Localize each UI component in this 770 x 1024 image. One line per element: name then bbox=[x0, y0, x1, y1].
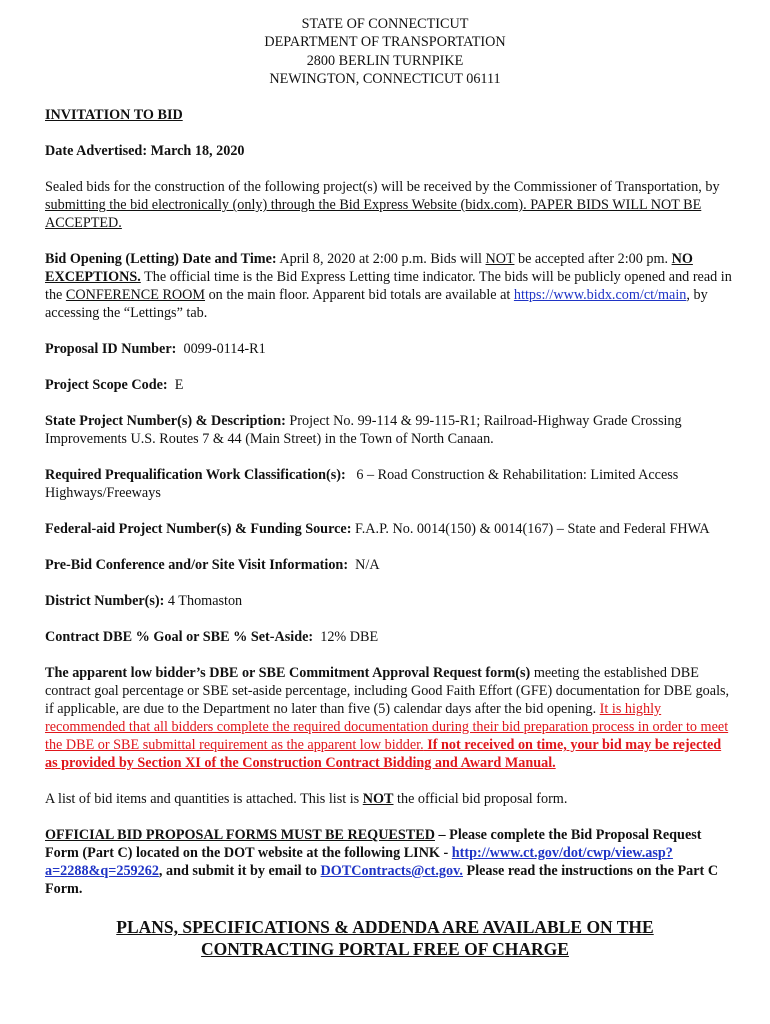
bidx-lettings-link[interactable]: https://www.bidx.com/ct/main bbox=[513, 287, 687, 303]
bid-opening-paragraph: Bid Opening (Letting) Date and Time: April 8, 2020 at 2:00 p.m. Bids will NOT be accepted after 2:00 pm. NO EXCEPTIONS. The official time is the Bid Express Letting time indicator. The bids will be publicly opened and read in the CONFERENCE ROOM on the main floor. Apparent bid totals are available at https://www.bidx.com/ct/main, by accessing the “Lettings” tab. bbox=[45, 251, 732, 321]
part-c-form-link[interactable]: http://www.ct.gov/dot/cwp/view.asp?a=2288&q=259262 bbox=[45, 845, 673, 879]
red-recommendation: It is highly recommended that all bidders complete the required documentation during their bid preparation process in order to meet the DBE or SBE submittal requirement as the apparent low bidder. bbox=[45, 701, 729, 753]
agency-header bbox=[0, 15, 770, 88]
date-advertised: Date Advertised: March 18, 2020 bbox=[45, 143, 245, 159]
official-forms-paragraph: OFFICIAL BID PROPOSAL FORMS MUST BE REQUESTED – Please complete the Bid Proposal Request Form (Part C) located on the DOT website at the following LINK - http://www.ct.gov/dot/cwp/view.asp?a=2288&q=259262, and submit it by email to DOTContracts@ct.gov. Please read the instructions on the Part C Form. bbox=[45, 827, 719, 897]
red-rejection-warning: If not received on time, your bid may be rejected as provided by Section XI of the Construction Contract Bidding and Award Manual. bbox=[45, 737, 722, 771]
project-scope-code: Project Scope Code: E bbox=[45, 377, 184, 393]
bid-items-paragraph: A list of bid items and quantities is attached. This list is NOT the official bid proposal form. bbox=[45, 791, 568, 807]
proposal-id: Proposal ID Number: 0099-0114-R1 bbox=[45, 341, 266, 357]
header-department: DEPARTMENT OF TRANSPORTATION bbox=[264, 34, 506, 51]
federal-aid: Federal-aid Project Number(s) & Funding Source: F.A.P. No. 0014(150) & 0014(167) – State and Federal FHWA bbox=[45, 521, 710, 537]
header-street: 2800 BERLIN TURNPIKE bbox=[306, 52, 464, 69]
header-state: STATE OF CONNECTICUT bbox=[301, 16, 469, 32]
dot-contracts-email-link[interactable]: DOTContracts@ct.gov. bbox=[320, 863, 463, 879]
document-body bbox=[45, 106, 735, 960]
commitment-paragraph: The apparent low bidder’s DBE or SBE Commitment Approval Request form(s) meeting the established DBE contract goal percentage or SBE set-aside percentage, including Good Faith Effort (GFE) documentation for DBE goals, if applicable, are due to the Department no later than five (5) calendar days after the bid opening. It is highly recommended that all bidders complete the required documentation during their bid preparation process in order to meet the DBE or SBE submittal requirement as the apparent low bidder. If not received on time, your bid may be rejected as provided by Section XI of the Construction Contract Bidding and Award Manual. bbox=[45, 665, 730, 771]
invitation-title: INVITATION TO BID bbox=[45, 107, 183, 123]
dbe-goal: Contract DBE % Goal or SBE % Set-Aside: 12% DBE bbox=[45, 629, 379, 645]
district-number: District Number(s): 4 Thomaston bbox=[45, 593, 243, 609]
header-city: NEWINGTON, CONNECTICUT 06111 bbox=[269, 70, 501, 87]
prebid-conference: Pre-Bid Conference and/or Site Visit Information: N/A bbox=[45, 557, 380, 573]
prequalification: Required Prequalification Work Classification(s): 6 – Road Construction & Rehabilitation: Limited Access Highways/Freeways bbox=[45, 467, 682, 501]
state-project-description: State Project Number(s) & Description: Project No. 99-114 & 99-115-R1; Railroad-Highway Grade Crossing Improvements U.S. Routes 7 & 44 (Main Street) in the Town of North Canaan. bbox=[45, 413, 682, 447]
sealed-bids-paragraph: Sealed bids for the construction of the following project(s) will be received by the Commissioner of Transportation, by submitting the bid electronically (only) through the Bid Express Website (bidx.com). PAPER BIDS WILL NOT BE ACCEPTED. bbox=[45, 179, 720, 231]
plans-availability-notice: PLANS, SPECIFICATIONS & ADDENDA ARE AVAILABLE ON THE CONTRACTING PORTAL FREE OF CHARGE bbox=[116, 917, 654, 959]
